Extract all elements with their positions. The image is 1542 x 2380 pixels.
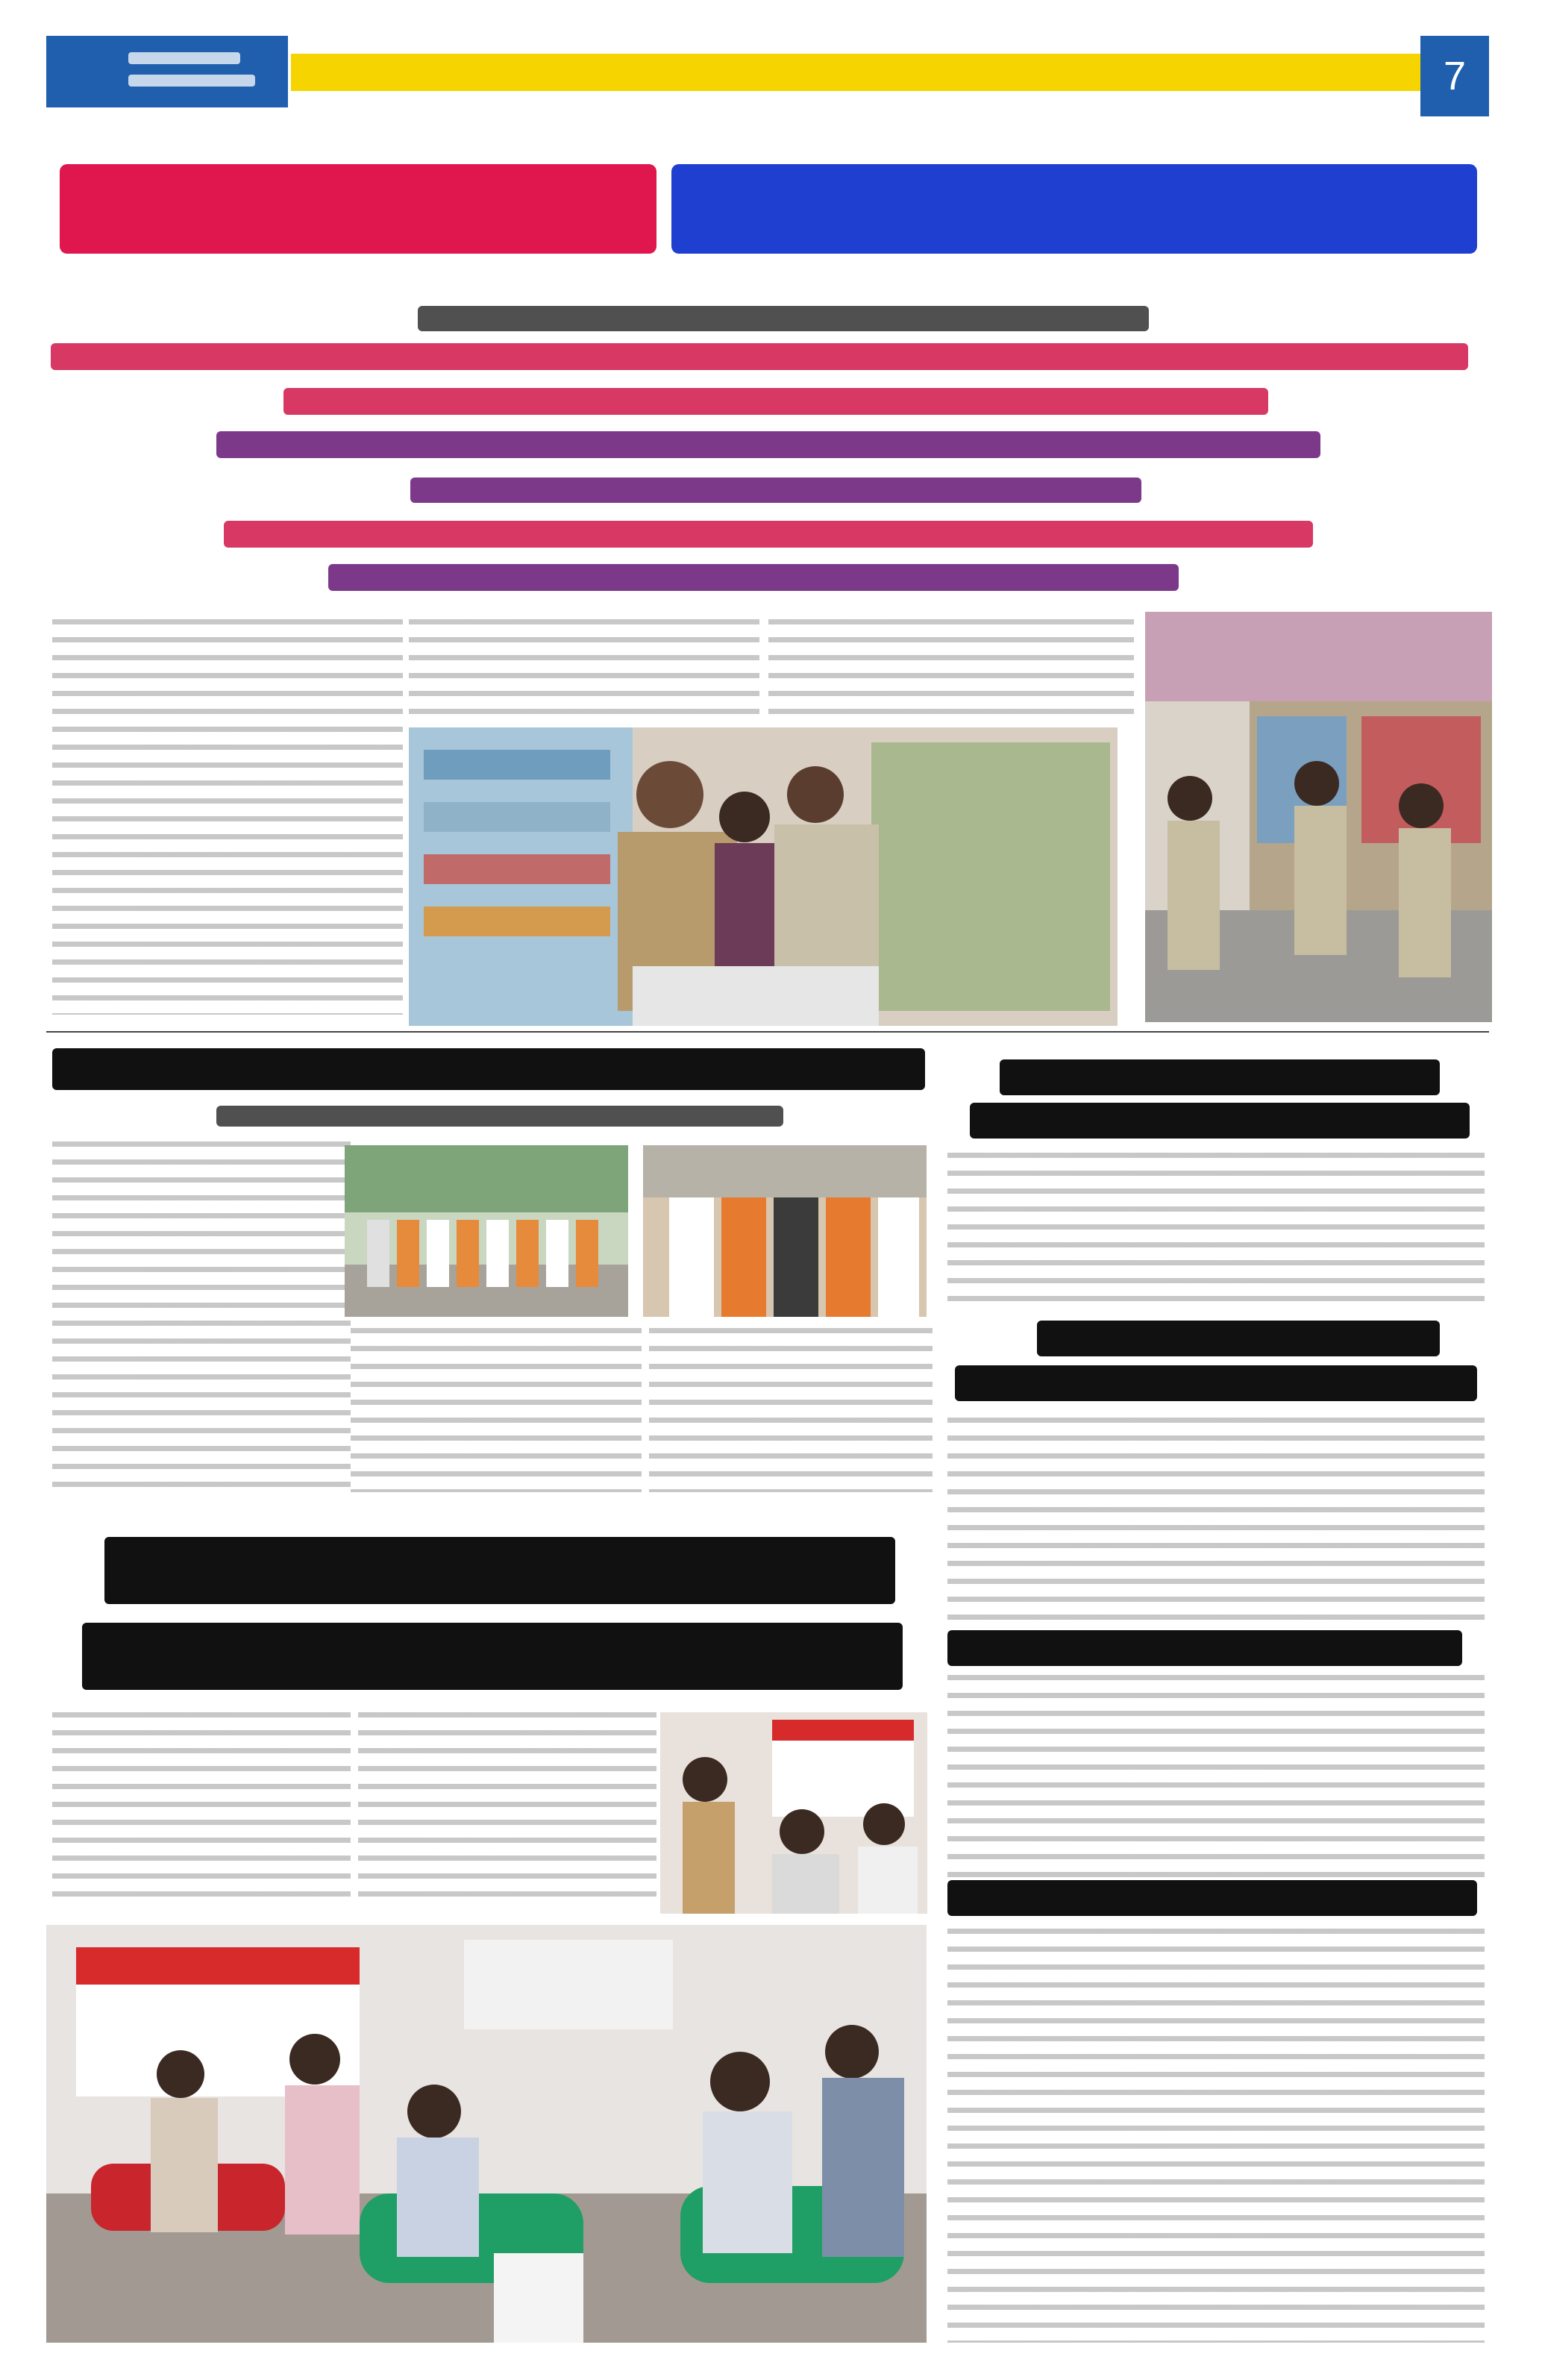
bjp-group-image-2 (643, 1145, 927, 1317)
blood-donation-certificate-image (660, 1712, 927, 1914)
story6-headline (947, 1880, 1477, 1916)
story2-column-1 (52, 1142, 351, 1492)
story2-headline (52, 1048, 925, 1090)
story1-column-3-top (768, 619, 1134, 716)
subhead-line-5 (410, 477, 1141, 503)
story4-headline-line-1 (1037, 1321, 1440, 1356)
story2-column-3 (649, 1328, 933, 1492)
subhead-line-7 (328, 564, 1179, 591)
blood-donation-camp-photo (46, 1925, 927, 2343)
bjp-group-image-1 (345, 1145, 628, 1317)
blood-donation-camp-image (46, 1925, 927, 2343)
story4-body (947, 1418, 1485, 1626)
header-date-text-placeholder-2 (128, 75, 255, 87)
story6-body (947, 1929, 1485, 2343)
police-at-store-photo (1145, 612, 1492, 1022)
section-divider-1 (46, 1031, 1489, 1033)
subhead-line-1 (418, 306, 1149, 331)
page-number-box (1420, 36, 1489, 116)
headline-part-1 (60, 164, 656, 254)
story2-column-2 (351, 1328, 642, 1492)
subhead-line-3 (283, 388, 1268, 415)
shop-inspection-image (409, 727, 1118, 1026)
subhead-line-4 (216, 431, 1320, 458)
story1-column-2-top (409, 619, 759, 716)
page-number: 7 (1443, 54, 1467, 98)
story3-headline-line-2 (970, 1103, 1470, 1139)
story1-column-1 (52, 619, 403, 1015)
story2-subhead (216, 1106, 783, 1127)
headline-part-2 (671, 164, 1477, 254)
story3-headline-line-1 (1000, 1059, 1440, 1095)
header-yellow-band (291, 54, 1420, 91)
police-at-store-image (1145, 612, 1492, 1022)
shop-inspection-photo (409, 727, 1118, 1026)
bjp-group-photo-2 (643, 1145, 927, 1317)
story3-body (947, 1153, 1485, 1302)
header-date-box (46, 36, 288, 107)
story5-body (947, 1675, 1485, 1880)
header-date-text-placeholder (128, 52, 240, 64)
story7-headline-line-2 (82, 1623, 903, 1690)
story7-column-2 (358, 1712, 656, 1906)
blood-donation-certificate-photo (660, 1712, 927, 1914)
bjp-group-photo-1 (345, 1145, 628, 1317)
story5-headline (947, 1630, 1462, 1666)
subhead-line-2 (51, 343, 1468, 370)
story4-headline-line-2 (955, 1365, 1477, 1401)
story7-headline-line-1 (104, 1537, 895, 1604)
subhead-line-6 (224, 521, 1313, 548)
story7-column-1 (52, 1712, 351, 1906)
